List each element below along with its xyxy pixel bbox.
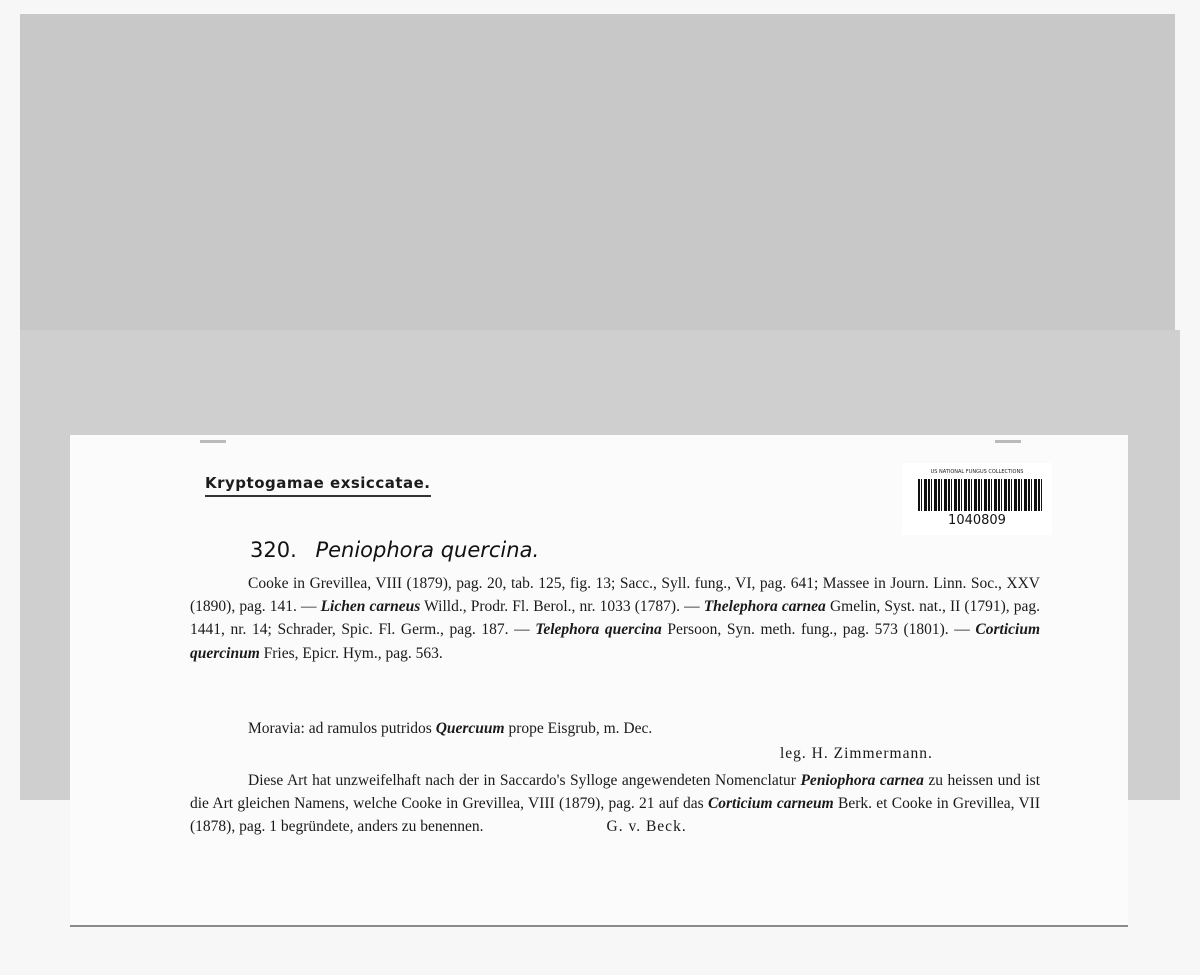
series-title: Kryptogamae exsiccatae.: [205, 474, 431, 497]
synonymy-text: Persoon, Syn. meth. fung., pag. 573 (1801). —: [661, 621, 976, 639]
synonym-name: Lichen carneus: [320, 598, 421, 616]
barcode-icon: [918, 479, 1043, 511]
note-author: G. v. Beck.: [606, 818, 687, 836]
locality-text: prope Eisgrub, m. Dec.: [504, 720, 653, 737]
synonymy-text: Gmelin, Syst. nat., II (1791), pag. 1441, nr. 14; Schrader, Spic. Fl. Germ., pag. 187. —: [190, 598, 1040, 639]
locality-line: [248, 717, 1048, 740]
barcode-number: 1040809: [948, 513, 1006, 528]
species-name: Peniophora quercina.: [315, 538, 540, 562]
barcode-caption: US NATIONAL FUNGUS COLLECTIONS: [930, 469, 1024, 475]
synonymy-paragraph: [190, 572, 1040, 665]
label-tick-mark: [995, 440, 1021, 443]
note-text: zu heissen und ist die Art gleichen Namens, welche Cooke in Grevillea, VIII (1879), pag. 21 auf das: [190, 772, 1041, 813]
collector-line: leg. H. Zimmermann.: [780, 745, 933, 762]
synonymy-text: Fries, Epicr. Hym., pag. 563.: [259, 644, 443, 662]
label-tick-mark: [200, 440, 226, 443]
note-text: Berk. et Cooke in Grevillea, VII (1878), pag. 1 begründete, anders zu benennen.: [190, 795, 1041, 836]
synonym-name: Corticium quercinum: [190, 621, 1041, 662]
species-reference: Corticium carneum: [707, 795, 834, 813]
host-name: Quercuum: [435, 720, 505, 737]
envelope-flap: [20, 14, 1175, 332]
locality-text: Moravia: ad ramulos putridos: [248, 720, 436, 737]
synonym-name: Thelephora carnea: [703, 598, 826, 616]
synonym-name: Telephora quercina: [535, 621, 662, 639]
synonymy-text: Willd., Prodr. Fl. Berol., nr. 1033 (1787). —: [420, 598, 704, 616]
species-reference: Peniophora carnea: [800, 772, 924, 789]
note-text: Diese Art hat unzweifelhaft nach der in Saccardo's Sylloge angewendeten Nomenclatur: [248, 772, 801, 789]
note-paragraph: [190, 769, 1040, 839]
species-heading: [250, 538, 539, 562]
synonymy-text: Cooke in Grevillea, VIII (1879), pag. 20, tab. 125, fig. 13; Sacc., Syll. fung., VI, pag. 641; Massee in Journ. Linn. Soc., XXV (1890), pag. 141. —: [190, 575, 1040, 616]
species-number: 320.: [250, 538, 297, 562]
barcode-sticker: [902, 463, 1052, 535]
